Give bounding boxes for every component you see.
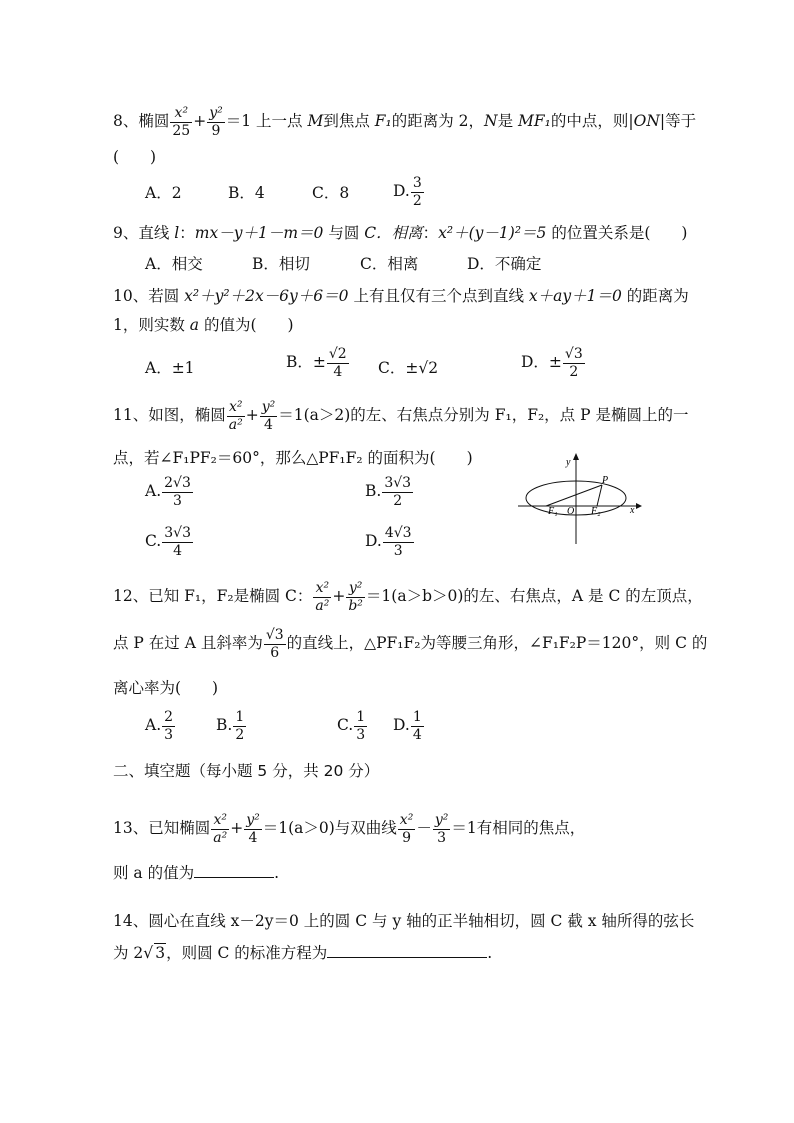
y-axis-arrow [573,453,579,460]
option-label: C. [337,716,354,735]
q10-option-c [378,361,438,377]
frac-num: x² [313,581,331,598]
q10-line-equation: x＋ay＋1＝0 [528,287,622,305]
frac-num: 1 [356,709,366,725]
q10-text: 的距离为 [621,287,689,305]
option-label: D. [393,182,410,201]
q13-text: ＝1有相同的焦点， [451,819,586,838]
frac-den: 2 [412,192,422,209]
frac-den: a² [228,416,243,433]
x-axis-arrow [636,503,642,509]
frac-num: x² [227,400,245,417]
var-a: a [189,316,200,334]
q8-text: |等于 [659,112,697,131]
q11-fraction-y [260,400,278,432]
option-label: A. [145,482,162,501]
frac-num: 1 [412,709,422,725]
q9-circle-equation: x²＋(y－1)²＝5 [438,224,547,242]
var-F1: F₁ [374,112,392,131]
frac-den: 3 [356,726,366,743]
q12-stem-line1 [113,581,703,613]
frac-num: y² [261,399,276,415]
q10-option-a: A．±1 [145,359,195,377]
option-label: B. [216,716,233,735]
q13-stem-line2 [113,866,279,882]
label-y: y [566,457,571,468]
q12-stem-line2 [113,628,707,660]
q10-stem-line1 [113,289,689,305]
frac-num: x² [399,812,414,828]
q11-a-fraction [162,476,193,508]
q11-b-fraction [382,476,413,508]
q8-stem [113,106,696,138]
frac-num: y² [434,812,449,828]
q10-text: 的值为( ) [199,316,294,334]
frac-num: √2 [328,346,347,362]
var-ON: ON [633,112,660,131]
q9-stem [113,226,687,242]
q11-option-b [365,476,414,508]
q10-b-fraction [327,347,349,379]
q14-stem-line2 [113,946,492,962]
frac-num: y² [246,812,260,828]
q11-text: ＝1(a＞2)的左、右焦点分别为 F₁，F₂，点 P 是椭圆上的一 [278,406,689,425]
frac-num: 4√3 [384,525,412,541]
label-F1: F₁ [548,506,558,517]
q14-text: ，则圆 C 的标准方程为 [166,944,328,962]
frac-num: 2 [164,709,174,725]
q10-option-d [521,347,586,379]
option-label: C. [145,532,162,551]
plus: + [193,112,207,131]
frac-den: 3 [437,829,447,846]
q12-stem-line3: 离心率为( ) [113,679,219,697]
q11-ellipse-figure [518,452,642,544]
frac-den: 3 [173,492,182,509]
q11-stem-line2: 点，若∠F₁PF₂＝60°，那么△PF₁F₂ 的面积为( ) [113,449,473,467]
q9-text: 的位置关系是( ) [546,224,688,242]
q9-option-b: B．相切 [252,255,310,273]
q11-option-a [145,476,194,508]
q8-text: 的中点，则| [550,112,634,131]
frac-den: a² [315,597,330,614]
q14-text: 为 2 [113,944,144,962]
q12-text: ＝1(a＞b＞0)的左、右焦点，A 是 C 的左顶点， [365,587,703,606]
q9-option-d: D．不确定 [467,255,542,273]
q12-option-d [393,710,425,742]
var-N: N [484,112,498,131]
q13-text: ＝1(a＞0)与双曲线 [262,819,397,838]
q12-c-fraction [354,710,367,742]
var-l: l [174,224,180,242]
q10-text: 上有且仅有三个点到直线 [348,287,529,305]
q14-answer-blank[interactable] [327,957,487,958]
plus: + [245,406,259,425]
frac-num: √3 [564,346,583,362]
frac-den: 4 [248,829,258,846]
q8-text: 是 [497,112,519,131]
plus: + [230,819,244,838]
option-label: A. [145,716,162,735]
q8-fraction-y [207,106,225,138]
frac-num: 3√3 [384,475,412,491]
q9-text: 与圆 [323,224,365,242]
q11-fraction-x [227,400,245,432]
q8-text: 的距离为 2， [391,112,485,131]
q9-text: ： [422,224,439,242]
q10-circle-equation: x²＋y²＋2x－6y＋6＝0 [184,287,349,305]
sqrt-sign [143,944,153,962]
q14-stem-line1: 14、圆心在直线 x－2y＝0 上的圆 C 与 y 轴的正半轴相切，圆 C 截 x 轴所得的弦长 [113,912,695,930]
q13-stem-line1 [113,813,585,845]
q8-number: 8、 [113,112,139,131]
frac-den: b² [348,597,363,614]
plus: + [332,587,346,606]
sqrt-value: 3 [155,944,166,962]
q10-text: 10、若圆 [113,287,185,305]
segment-PF1 [546,485,602,506]
q13-text: 13、已知椭圆 [113,819,211,838]
frac-num: y² [346,581,365,598]
q11-c-fraction [162,526,193,558]
frac-num: y² [209,105,223,121]
q12-d-fraction [411,710,424,742]
q10-d-fraction [563,347,585,379]
label-P: P [602,475,609,486]
q13-hyperbola-y [433,813,451,845]
frac-den: 4 [412,726,422,743]
label-x: x [630,505,635,516]
q10-text: 1，则实数 [113,316,190,334]
q12-text: 的直线上，△PF₁F₂为等腰三角形，∠F₁F₂P＝120°，则 C 的 [286,634,708,653]
var-C: C．相离 [364,224,423,242]
option-label: D. [365,532,382,551]
q13-answer-blank[interactable] [194,877,274,878]
q11-option-d [365,526,415,558]
option-label: B．± [286,353,326,372]
q12-slope-fraction [264,628,286,660]
q8-fraction-x [170,106,192,138]
segment-PF2 [597,485,602,506]
option-label: B. [365,482,382,501]
label-O: O [567,506,575,517]
q11-option-c [145,526,194,558]
section-heading-fill-in: 二、填空题（每小题 5 分，共 20 分） [113,762,380,780]
frac-num: 1 [235,709,245,725]
option-label: C．± [378,359,419,377]
q11-d-fraction [383,526,414,558]
q13-hyperbola-x [398,813,416,845]
q8-option-a: A．2 [145,184,182,202]
q9-text: ： [179,224,195,242]
option-value: √2 [418,359,439,377]
q8-option-c: C．8 [312,184,350,202]
label-F2: F₂ [591,506,601,517]
q10-option-b [286,347,350,379]
frac-num: √3 [265,627,284,643]
option-label: D．± [521,353,562,372]
q12-fraction-x [313,581,331,613]
frac-num: 3√3 [164,525,191,541]
frac-den: a² [213,829,228,846]
frac-den: 4 [264,416,273,433]
q9-option-a: A．相交 [145,255,203,273]
q8-option-b: B．4 [228,184,265,202]
var-M: M [307,112,324,131]
q9-option-c: C．相离 [360,255,419,273]
q14-text: . [487,944,493,962]
q8-answer-paren: ( ) [113,148,157,166]
q9-text: 9、直线 [113,224,175,242]
q12-b-fraction [233,710,246,742]
q13-text: 则 a 的值为 [113,864,195,882]
frac-num: x² [211,813,229,830]
frac-den: 4 [333,363,343,380]
q12-option-c [337,710,368,742]
var-MF1: MF₁ [518,112,551,131]
frac-den: 9 [402,829,412,846]
q9-line-equation: mx－y＋1－m＝0 [194,224,324,242]
q12-option-a [145,710,176,742]
q8-d-fraction [411,176,424,208]
q13-fraction-y [244,813,262,845]
q12-fraction-y [346,581,365,613]
q11-text: 11、如图，椭圆 [113,406,226,425]
option-label: D. [393,716,410,735]
q13-text: . [274,864,280,882]
frac-num: 3 [412,175,422,191]
frac-den: 2 [393,492,403,509]
q8-text: 到焦点 [323,112,375,131]
q12-a-fraction [162,710,175,742]
frac-den: 9 [211,122,221,139]
q8-option-d [393,176,425,208]
frac-den: 2 [569,363,579,380]
frac-num: x² [170,106,192,123]
frac-num: 2√3 [164,475,191,491]
q13-fraction-x [211,813,229,845]
frac-den: 6 [270,644,280,661]
frac-den: 2 [235,726,245,743]
q12-option-b [216,710,247,742]
q8-text: ＝1 上一点 [225,112,308,131]
frac-den: 25 [172,122,191,139]
q11-stem-line1 [113,400,688,432]
q12-text: 12、已知 F₁，F₂是椭圆 C： [113,587,313,606]
frac-den: 4 [173,542,183,559]
frac-den: 3 [393,542,403,559]
frac-den: 3 [164,726,174,743]
q12-text: 点 P 在过 A 且斜率为 [113,634,263,653]
minus: － [416,819,432,838]
q10-stem-line2 [113,318,294,334]
q8-text: 椭圆 [138,112,170,131]
